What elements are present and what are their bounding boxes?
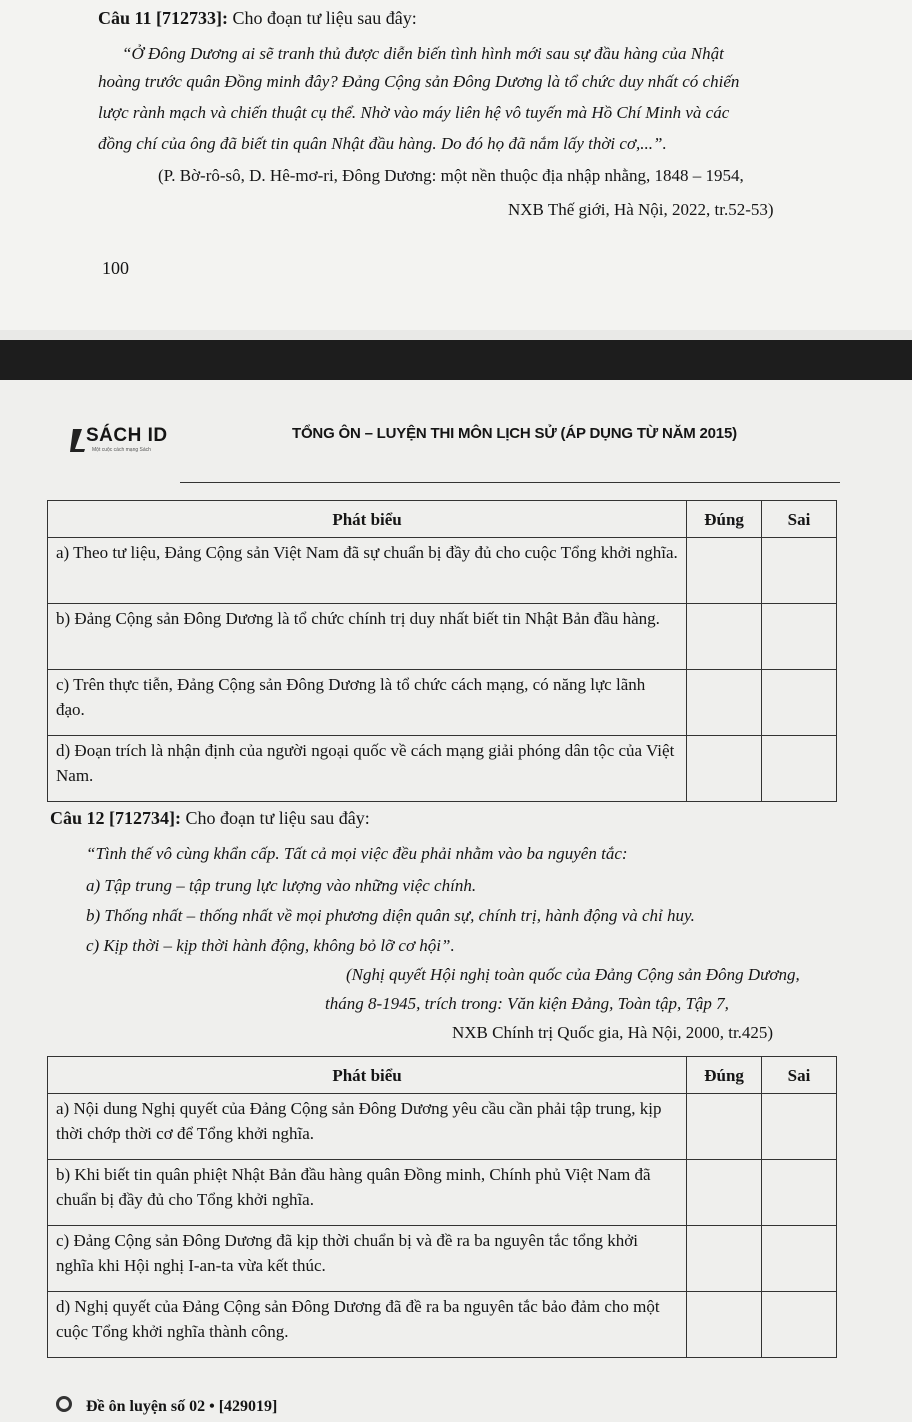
col-statement-header: Phát biểu (48, 501, 687, 538)
statement-cell: b) Đảng Cộng sản Đông Dương là tổ chức chính trị duy nhất biết tin Nhật Bản đầu hàng. (48, 604, 687, 670)
false-checkbox-cell[interactable] (762, 670, 837, 736)
quote-line: “Ở Đông Dương ai sẽ tranh thủ được diễn biến tình hình mới sau sự đầu hàng của Nhật (122, 44, 724, 63)
false-checkbox-cell[interactable] (762, 604, 837, 670)
question-intro: Cho đoạn tư liệu sau đây: (228, 8, 417, 28)
question-label: Câu 11 [712733]: (98, 8, 228, 28)
table-row (48, 1094, 837, 1160)
quote-line: b) Thống nhất – thống nhất về mọi phương diện quân sự, chính trị, hành động và chỉ huy. (86, 906, 695, 925)
brand-logo (70, 425, 190, 475)
table-row (48, 736, 837, 802)
exam-footer (56, 1396, 277, 1416)
true-checkbox-cell[interactable] (687, 736, 762, 802)
book-logo-icon (70, 427, 86, 453)
true-checkbox-cell[interactable] (687, 670, 762, 736)
quote-line: a) Tập trung – tập trung lực lượng vào những việc chính. (86, 876, 477, 895)
table-row (48, 1226, 837, 1292)
brand-name: SÁCH ID (86, 425, 168, 446)
true-checkbox-cell[interactable] (687, 1226, 762, 1292)
page-number: 100 (102, 258, 129, 278)
footer-text: Đề ôn luyện số 02 • [429019] (86, 1398, 278, 1415)
quote-line: lược rành mạch và chiến thuật cụ thể. Nhờ vào máy liên hệ vô tuyến mà Hồ Chí Minh và các (98, 103, 730, 122)
false-checkbox-cell[interactable] (762, 538, 837, 604)
source-citation: (P. Bờ-rô-sô, D. Hê-mơ-ri, Đông Dương: một nền thuộc địa nhập nhằng, 1848 – 1954, (158, 166, 744, 185)
statement-cell: c) Đảng Cộng sản Đông Dương đã kịp thời chuẩn bị và đề ra ba nguyên tắc tổng khởi nghĩa khi Hội nghị I-an-ta vừa kết thúc. (48, 1226, 687, 1292)
page-bottom (0, 380, 912, 1422)
statement-cell: d) Nghị quyết của Đảng Cộng sản Đông Dương đã đề ra ba nguyên tắc bảo đảm cho một cuộc Tổng khởi nghĩa thành công. (48, 1292, 687, 1358)
true-checkbox-cell[interactable] (687, 538, 762, 604)
source-citation: (Nghị quyết Hội nghị toàn quốc của Đảng Cộng sản Đông Dương, (346, 965, 800, 984)
source-citation: NXB Chính trị Quốc gia, Hà Nội, 2000, tr.425) (452, 1023, 774, 1042)
true-checkbox-cell[interactable] (687, 1160, 762, 1226)
col-true-header: Đúng (687, 1057, 762, 1094)
true-checkbox-cell[interactable] (687, 1292, 762, 1358)
table-row (48, 670, 837, 736)
statement-cell: a) Theo tư liệu, Đảng Cộng sản Việt Nam đã sự chuẩn bị đầy đủ cho cuộc Tổng khởi nghĩa. (48, 538, 687, 604)
statement-cell: a) Nội dung Nghị quyết của Đảng Cộng sản Đông Dương yêu cầu cần phải tập trung, kịp thời chớp thời cơ để Tổng khởi nghĩa. (48, 1094, 687, 1160)
false-checkbox-cell[interactable] (762, 1094, 837, 1160)
question-label: Câu 12 [712734]: (50, 808, 181, 828)
quote-line: “Tình thế vô cùng khẩn cấp. Tất cả mọi việc đều phải nhằm vào ba nguyên tắc: (86, 844, 628, 863)
statement-cell: d) Đoạn trích là nhận định của người ngoại quốc về cách mạng giải phóng dân tộc của Việt Nam. (48, 736, 687, 802)
quote-line: c) Kịp thời – kịp thời hành động, không bỏ lỡ cơ hội”. (86, 936, 455, 955)
col-true-header: Đúng (687, 501, 762, 538)
statement-cell: c) Trên thực tiễn, Đảng Cộng sản Đông Dương là tổ chức cách mạng, có năng lực lãnh đạo. (48, 670, 687, 736)
table-row (48, 1160, 837, 1226)
table-row (48, 1292, 837, 1358)
table-row (48, 604, 837, 670)
question-intro: Cho đoạn tư liệu sau đây: (181, 808, 370, 828)
col-false-header: Sai (762, 501, 837, 538)
false-checkbox-cell[interactable] (762, 736, 837, 802)
false-checkbox-cell[interactable] (762, 1226, 837, 1292)
quote-line: đồng chí của ông đã biết tin quân Nhật đầu hàng. Do đó họ đã nắm lấy thời cơ,...”. (98, 134, 667, 153)
true-checkbox-cell[interactable] (687, 1094, 762, 1160)
table-header-row (48, 1057, 837, 1094)
source-citation: NXB Thế giới, Hà Nội, 2022, tr.52-53) (508, 200, 774, 219)
false-checkbox-cell[interactable] (762, 1292, 837, 1358)
true-false-table-q12 (47, 1056, 837, 1358)
question-11-heading (98, 8, 417, 29)
true-false-table-q11 (47, 500, 837, 802)
book-title: TỔNG ÔN – LUYỆN THI MÔN LỊCH SỬ (ÁP DỤNG TỪ NĂM 2015) (292, 425, 737, 442)
brand-tagline: Một cuộc cách mạng Sách (92, 447, 151, 453)
source-citation: tháng 8-1945, trích trong: Văn kiện Đảng, Toàn tập, Tập 7, (325, 994, 729, 1013)
question-12-heading (50, 808, 370, 829)
location-pin-icon (56, 1396, 72, 1412)
true-checkbox-cell[interactable] (687, 604, 762, 670)
table-row (48, 538, 837, 604)
header-rule (180, 482, 840, 483)
col-false-header: Sai (762, 1057, 837, 1094)
false-checkbox-cell[interactable] (762, 1160, 837, 1226)
page-top (0, 0, 912, 330)
quote-line: hoàng trước quân Đồng minh đây? Đảng Cộng sản Đông Dương là tổ chức duy nhất có chiến (98, 72, 740, 91)
col-statement-header: Phát biểu (48, 1057, 687, 1094)
page-separator (0, 340, 912, 380)
table-header-row (48, 501, 837, 538)
statement-cell: b) Khi biết tin quân phiệt Nhật Bản đầu hàng quân Đồng minh, Chính phủ Việt Nam đã chuẩn bị đầy đủ cho Tổng khởi nghĩa. (48, 1160, 687, 1226)
